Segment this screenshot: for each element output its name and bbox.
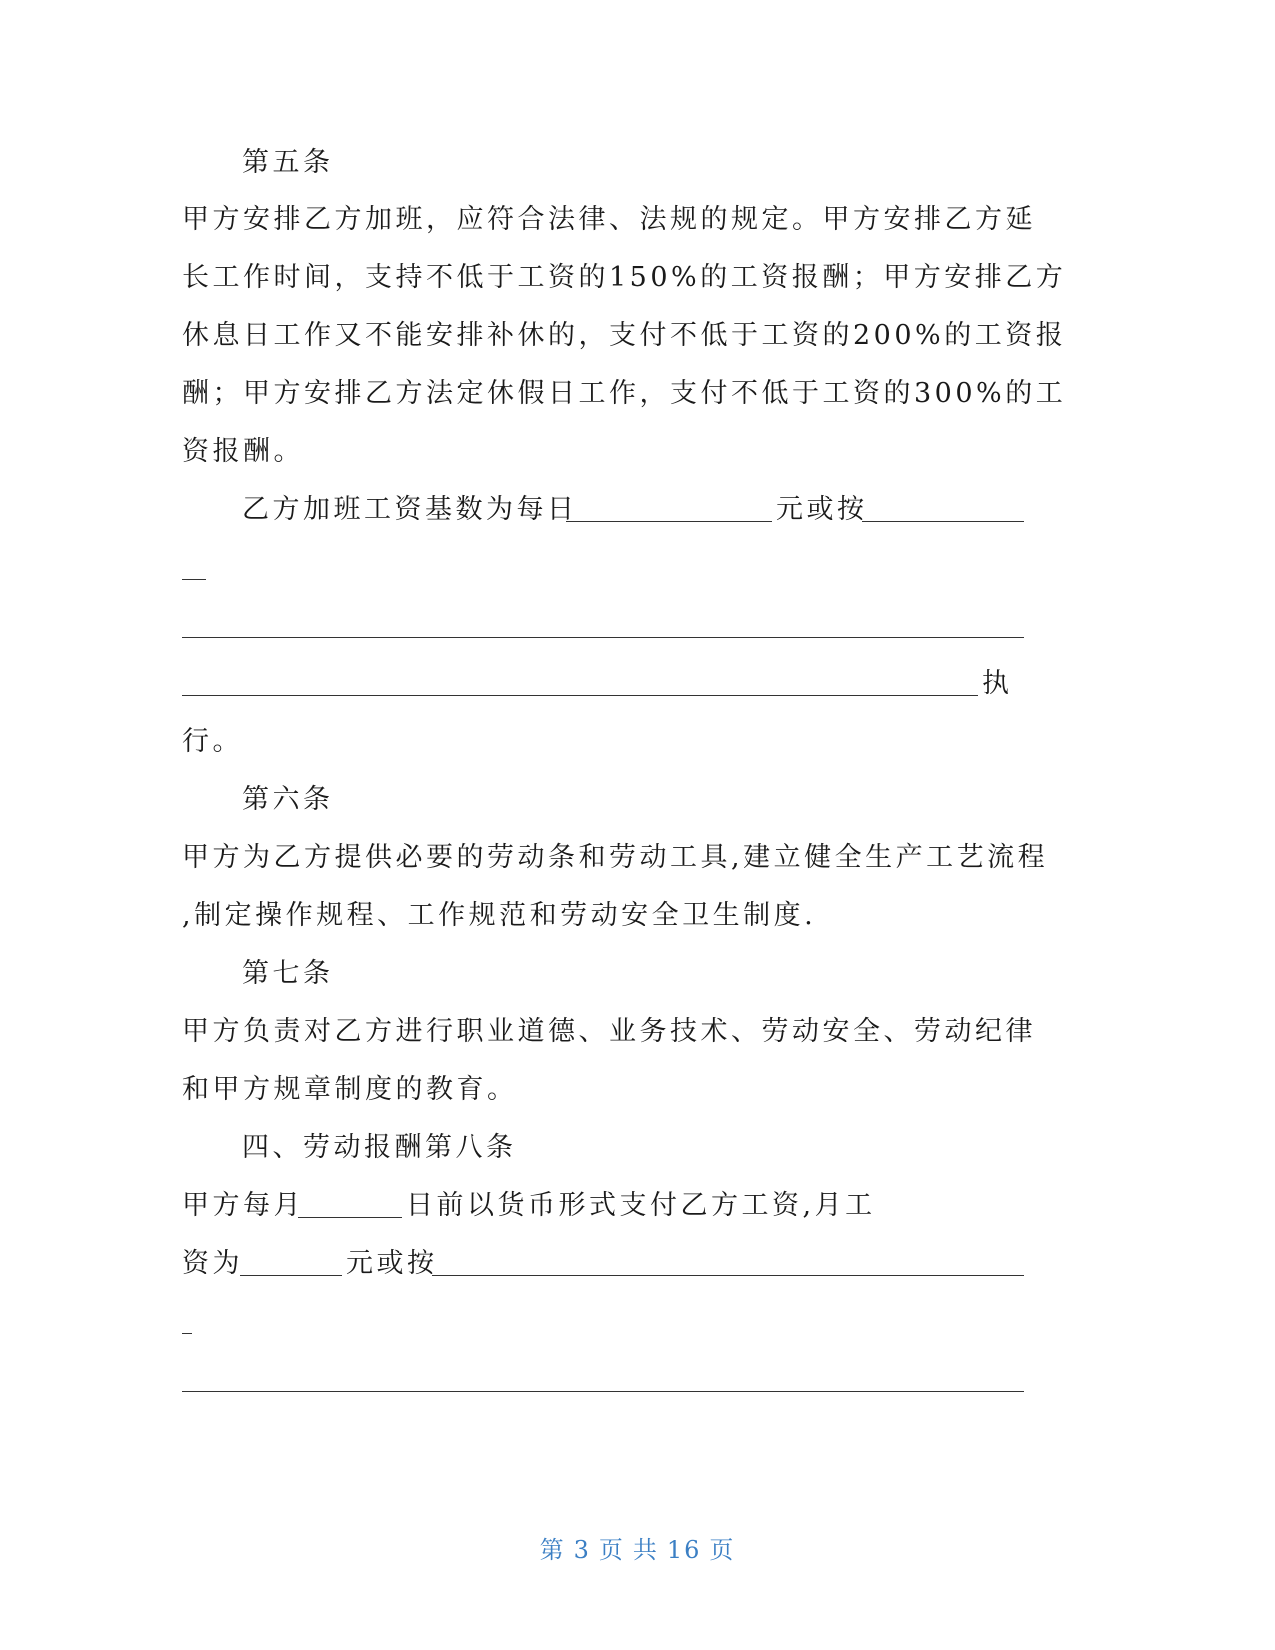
- article-7-line-2: 和甲方规章制度的教育。: [182, 1074, 518, 1105]
- overtime-yuan-or-label: 元或按: [776, 494, 868, 525]
- overtime-method-blank-4[interactable]: [182, 695, 978, 696]
- salary-method-blank-2[interactable]: [182, 1333, 192, 1334]
- monthly-salary-amount-blank[interactable]: [240, 1275, 342, 1276]
- salary-method-blank-3[interactable]: [182, 1391, 1024, 1392]
- page-number: 3: [573, 1536, 591, 1564]
- pay-day-blank[interactable]: [298, 1217, 402, 1218]
- overtime-method-blank-1[interactable]: [862, 521, 1024, 522]
- article-5-line-1: 甲方安排乙方加班，应符合法律、法规的规定。甲方安排乙方延: [182, 204, 1036, 235]
- footer-word-ye: 页: [598, 1536, 625, 1564]
- article-5-heading: 第五条: [242, 147, 334, 178]
- article-7-line-1: 甲方负责对乙方进行职业道德、业务技术、劳动安全、劳动纪律: [182, 1016, 1036, 1047]
- footer-word-gong: 共: [632, 1536, 659, 1564]
- page-footer: [0, 1530, 1275, 1565]
- article-6-heading: 第六条: [242, 784, 334, 815]
- execute-label-end: 行。: [182, 726, 243, 757]
- execute-label: 执: [982, 668, 1013, 699]
- salary-yuan-or-label: 元或按: [346, 1248, 438, 1279]
- overtime-method-blank-3[interactable]: [182, 637, 1024, 638]
- overtime-method-blank-2[interactable]: [182, 579, 206, 580]
- footer-word-ye-2: 页: [709, 1536, 736, 1564]
- overtime-base-label: 乙方加班工资基数为每日: [242, 494, 578, 525]
- article-7-heading: 第七条: [242, 958, 334, 989]
- article-6-line-2: ,制定操作规程、工作规范和劳动安全卫生制度.: [182, 900, 817, 931]
- salary-method-blank-1[interactable]: [432, 1275, 1024, 1276]
- article-6-line-1: 甲方为乙方提供必要的劳动条和劳动工具,建立健全生产工艺流程: [182, 842, 1049, 873]
- article-5-line-3: 休息日工作又不能安排补休的，支付不低于工资的200%的工资报: [182, 320, 1067, 351]
- monthly-salary-label: 资为: [182, 1248, 243, 1279]
- article-8-pay-day-label: 甲方每月: [182, 1190, 304, 1221]
- total-pages: 16: [666, 1536, 702, 1564]
- article-8-pay-method-text: 日前以货币形式支付乙方工资,月工: [406, 1190, 876, 1221]
- footer-word-di: 第: [539, 1536, 566, 1564]
- article-5-line-4: 酬；甲方安排乙方法定休假日工作，支付不低于工资的300%的工: [182, 378, 1067, 409]
- overtime-daily-amount-blank[interactable]: [566, 521, 772, 522]
- article-5-line-2: 长工作时间，支持不低于工资的150%的工资报酬；甲方安排乙方: [182, 262, 1067, 293]
- article-5-line-5: 资报酬。: [182, 436, 304, 467]
- section-4-heading: 四、劳动报酬第八条: [242, 1132, 517, 1163]
